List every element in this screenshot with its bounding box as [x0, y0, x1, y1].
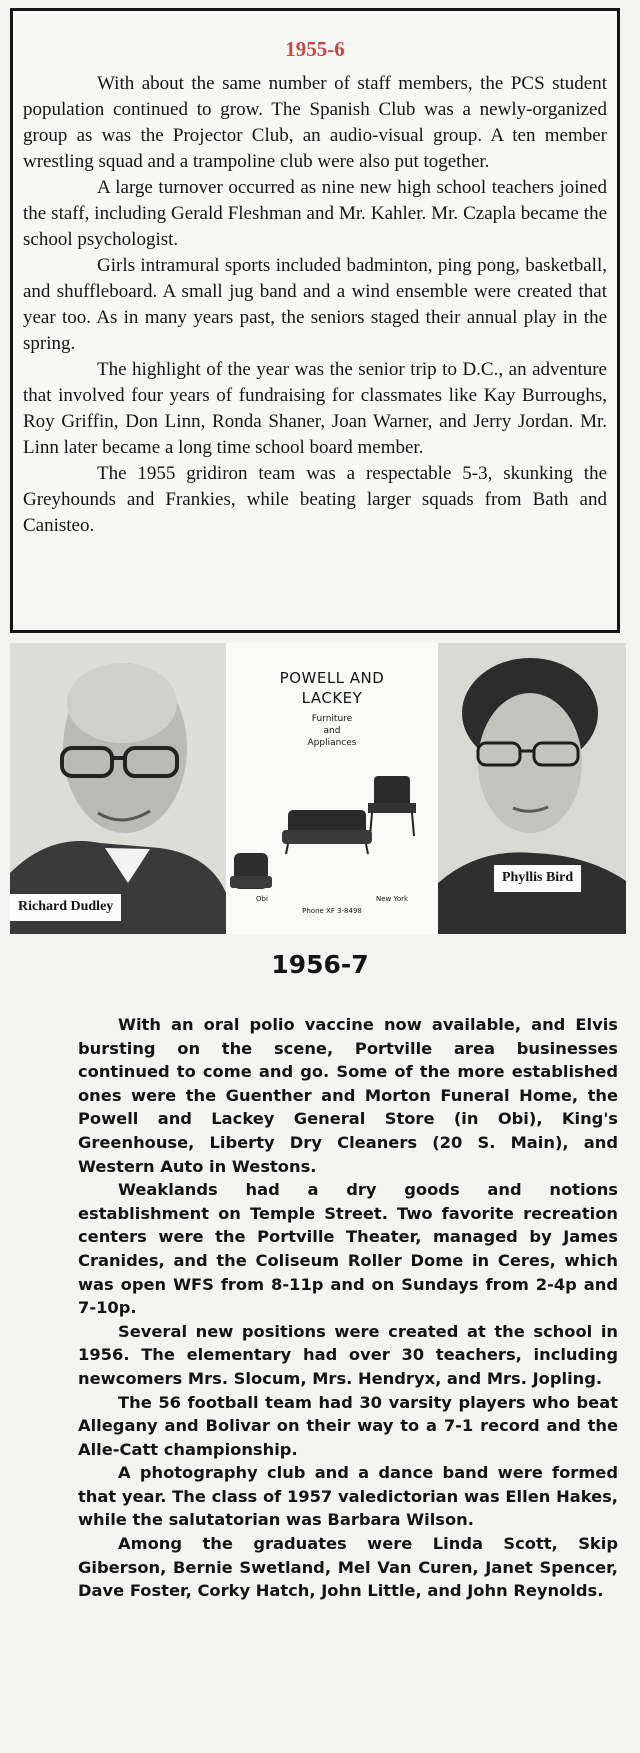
ad-town-left: Obi: [256, 895, 268, 903]
caption-right: Phyllis Bird: [494, 865, 581, 892]
ad-town-right: New York: [376, 895, 409, 903]
ad-subtitle: Furniture and Appliances: [307, 714, 357, 748]
section-body-1955: [23, 71, 607, 539]
year-1955-box: [10, 8, 620, 633]
paragraph: The 56 football team had 30 varsity players who beat Allegany and Bolivar on their way to a 7-1 record and the Alle-Catt championship.: [78, 1392, 618, 1459]
paragraph: Several new positions were created at the school in 1956. The elementary had over 30 teachers, including newcomers Mrs. Slocum, Mrs. Hendryx, and Mrs. Jopling.: [78, 1321, 618, 1388]
paragraph: With an oral polio vaccine now available, and Elvis bursting on the scene, Portville area businesses continued to come and go. Some of the more established ones were the Guenther and Morton Funeral Home, the Powell and Lackey General Store (in Obi), King's Greenhouse, Liberty Dry Cleaners (20 S. Main), and Western Auto in Westons.: [78, 1015, 618, 1176]
section-heading-1955: 1955-6: [285, 37, 345, 61]
section-body-1956: [78, 1013, 618, 1603]
ad-title-line1: POWELL AND: [279, 669, 385, 687]
paragraph: Girls intramural sports included badminton, ping pong, basketball, and shuffleboard. A small jug band and a wind ensemble were created that year too. As in many years past, the seniors staged their annual play in the spring.: [23, 255, 607, 354]
paragraph: A photography club and a dance band were formed that year. The class of 1957 valedictorian was Ellen Hakes, while the salutatorian was Barbara Wilson.: [78, 1463, 618, 1530]
caption-left: Richard Dudley: [10, 894, 121, 921]
paragraph: Weaklands had a dry goods and notions establishment on Temple Street. Two favorite recreation centers were the Portville Theater, managed by James Cranides, and the Coliseum Roller Dome in Ceres, which was open WFS from 8-11p and on Sundays from 2-4p and 7-10p.: [78, 1180, 618, 1318]
portrait-phyllis-bird: [438, 643, 626, 934]
ad-title-line2: LACKEY: [301, 689, 363, 707]
paragraph: The 1955 gridiron team was a respectable 5-3, skunking the Greyhounds and Frankies, while beating larger squads from Bath and Canisteo.: [23, 463, 607, 536]
portrait-richard-dudley: [10, 643, 226, 934]
powell-lackey-ad: [226, 643, 438, 934]
section-heading-1956: 1956-7: [271, 950, 369, 979]
paragraph: The highlight of the year was the senior trip to D.C., an adventure that involved four years of fundraising for classmates like Kay Burroughs, Roy Griffin, Don Linn, Ronda Shaner, Joan Warner, and Jerry Jordan. Mr. Linn later became a long time school board member.: [23, 359, 607, 458]
ad-phone: Phone XF 3-8498: [302, 907, 362, 915]
paragraph: A large turnover occurred as nine new high school teachers joined the staff, including Gerald Fleshman and Mr. Kahler. Mr. Czapla became the school psychologist.: [23, 177, 607, 250]
photo-strip: [10, 643, 626, 934]
paragraph: With about the same number of staff members, the PCS student population continued to grow. The Spanish Club was a newly-organized group as was the Projector Club, an audio-visual group. A ten member wrestling squad and a trampoline club were also put together.: [23, 73, 607, 172]
paragraph: Among the graduates were Linda Scott, Skip Giberson, Bernie Swetland, Mel Van Curen, Janet Spencer, Dave Foster, Corky Hatch, John Little, and John Reynolds.: [78, 1534, 618, 1601]
furniture-illustration: [226, 758, 438, 893]
